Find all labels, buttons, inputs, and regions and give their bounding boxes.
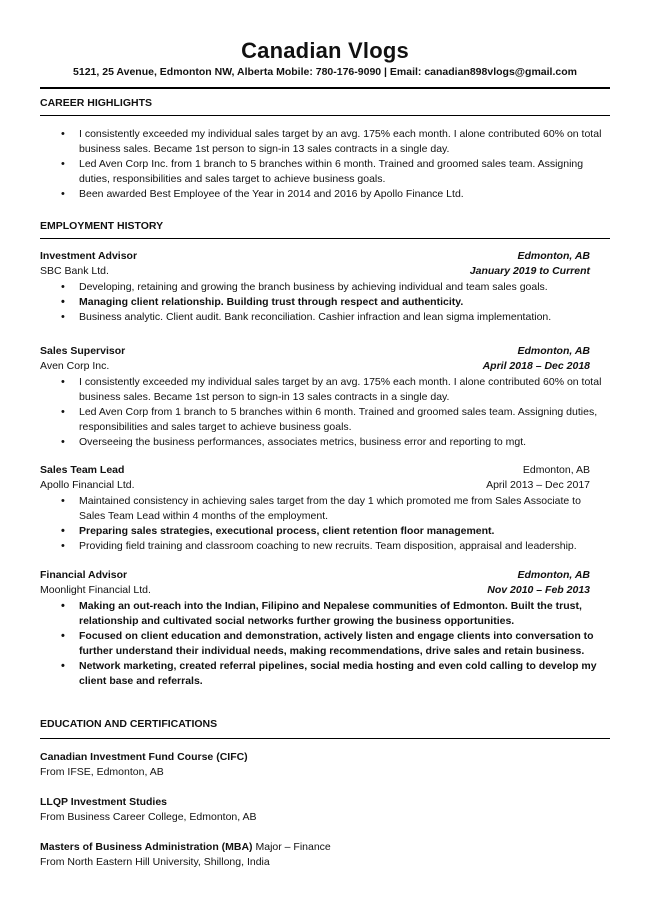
job-bullets: [40, 494, 604, 554]
education-name: Masters of Business Administration (MBA): [40, 841, 253, 853]
section-divider: [40, 238, 610, 239]
list-item: • Managing client relationship. Building trust through respect and authenticity.: [40, 295, 604, 310]
job-header: [40, 569, 590, 584]
list-item: • Maintained consistency in achieving sales target from the day 1 which promoted me from Sales Associate to Sales Team Lead within 4 months of the employment.: [40, 494, 604, 524]
job-company: Aven Corp Inc.: [40, 360, 110, 372]
section-title-employment-history: EMPLOYMENT HISTORY: [40, 220, 164, 232]
job-company: SBC Bank Ltd.: [40, 265, 109, 277]
list-item: • I consistently exceeded my individual sales target by an avg. 175% each month. I alone contributed 60% on total business sales. Became 1st person to sign-in 13 sales contracts in a single day.: [40, 375, 604, 405]
section-divider: [40, 738, 610, 739]
job-location: Edmonton, AB: [517, 345, 590, 357]
education-name: LLQP Investment Studies: [40, 796, 167, 808]
job-header: [40, 250, 590, 265]
section-title-education: EDUCATION AND CERTIFICATIONS: [40, 718, 218, 730]
education-institution: From Business Career College, Edmonton, AB: [40, 811, 257, 823]
job-company: Apollo Financial Ltd.: [40, 479, 135, 491]
education-major: Major – Finance: [252, 841, 331, 853]
career-highlights-list: [40, 127, 604, 202]
header-divider: [40, 87, 610, 89]
list-item: • Providing field training and classroom coaching to new recruits. Team disposition, appraisal and leadership.: [40, 539, 604, 554]
job-subheader: [40, 265, 590, 280]
list-item: • Led Aven Corp from 1 branch to 5 branches within 6 month. Trained and groomed sales team. Assigning duties, responsibilities and sales target to achieve business goals.: [40, 405, 604, 435]
job-company: Moonlight Financial Ltd.: [40, 584, 151, 596]
job-bullets: [40, 599, 604, 689]
list-item: • Making an out-reach into the Indian, Filipino and Nepalese communities of Edmonton. Built the trust, relationship and cultivated social networks further growing the business opportunities.: [40, 599, 604, 629]
job-dates: April 2018 – Dec 2018: [482, 360, 590, 372]
education-institution: From North Eastern Hill University, Shillong, India: [40, 856, 270, 868]
section-title-career-highlights: CAREER HIGHLIGHTS: [40, 97, 153, 109]
section-divider: [40, 115, 610, 116]
job-dates: Nov 2010 – Feb 2013: [487, 584, 590, 596]
job-bullets: [40, 375, 604, 450]
list-item: • Business analytic. Client audit. Bank reconciliation. Cashier infraction and lean sigma implementation.: [40, 310, 604, 325]
list-item: • Overseeing the business performances, associates metrics, business error and reporting to mgt.: [40, 435, 604, 450]
list-item: • Led Aven Corp Inc. from 1 branch to 5 branches within 6 month. Trained and groomed sales team. Assigning duties, responsibilities and sales target to achieve business goals.: [40, 157, 604, 187]
job-header: [40, 464, 590, 479]
job-dates: January 2019 to Current: [469, 265, 590, 277]
list-item: • Preparing sales strategies, executional process, client retention floor management.: [40, 524, 604, 539]
job-location: Edmonton, AB: [517, 250, 590, 262]
education-entry: [40, 840, 331, 870]
list-item: • Developing, retaining and growing the branch business by achieving individual and team sales goals.: [40, 280, 604, 295]
job-bullets: [40, 280, 604, 325]
job-subheader: [40, 584, 590, 599]
list-item: • Focused on client education and demonstration, actively listen and engage clients into conversation to further understand their individual needs, making recommendations, drive sales and retain business.: [40, 629, 604, 659]
education-entry: [40, 750, 248, 780]
list-item: • Network marketing, created referral pipelines, social media hosting and even cold calling to develop my client base and referrals.: [40, 659, 604, 689]
list-item: • Been awarded Best Employee of the Year in 2014 and 2016 by Apollo Finance Ltd.: [40, 187, 604, 202]
job-header: [40, 345, 590, 360]
job-subheader: [40, 360, 590, 375]
job-role: Financial Advisor: [40, 569, 128, 581]
job-role: Investment Advisor: [40, 250, 138, 262]
education-name: Canadian Investment Fund Course (CIFC): [40, 751, 248, 763]
job-role: Sales Supervisor: [40, 345, 126, 357]
job-subheader: [40, 479, 590, 494]
job-dates: April 2013 – Dec 2017: [486, 479, 590, 491]
contact-line: 5121, 25 Avenue, Edmonton NW, Alberta Mobile: 780-176-9090 | Email: canadian898vlogs@gmail.com: [73, 66, 577, 78]
job-role: Sales Team Lead: [40, 464, 125, 476]
job-location: Edmonton, AB: [522, 464, 590, 476]
job-location: Edmonton, AB: [517, 569, 590, 581]
candidate-name: Canadian Vlogs: [241, 38, 409, 63]
education-entry: [40, 795, 257, 825]
list-item: • I consistently exceeded my individual sales target by an avg. 175% each month. I alone contributed 60% on total business sales. Became 1st person to sign-in 13 sales contracts in a single day.: [40, 127, 604, 157]
education-institution: From IFSE, Edmonton, AB: [40, 766, 164, 778]
